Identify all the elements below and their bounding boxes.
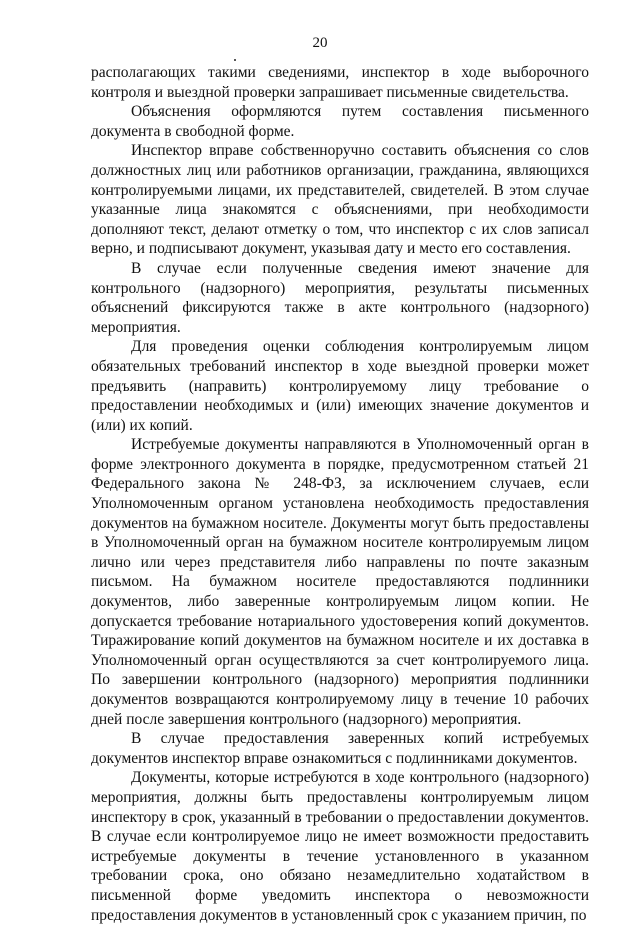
body-text [91, 63, 589, 925]
paragraph: Документы, которые истребуются в ходе контрольного (надзорного) мероприятия, должны быть предоставлены контролируемым лицом инспектору в срок, указанный в требовании о предоставлении документов. В случае если контролируемое лицо не имеет возможности предоставить истребуемые документы в течение установленного в указанном требовании срока, оно обязано незамедлительно ходатайством в письменной форме уведомить инспектора о невозможности предоставления документов в установленный срок с указанием причин, по [91, 769, 589, 924]
paragraph: располагающих такими сведениями, инспектор в ходе выборочного контроля и выездной проверки запрашивает письменные свидетельства. [91, 64, 589, 101]
paragraph: Истребуемые документы направляются в Уполномоченный орган в форме электронного документа в порядке, предусмотренном статьей 21 Федерального закона № 248-ФЗ, за исключением случаев, если Уполномоченным органом установлена необходимость предоставления документов на бумажном носителе. Документы могут быть предоставлены в Уполномоченный орган на бумажном носителе контролируемым лицом лично или через представителя либо направлены по почте заказным письмом. На бумажном носителе предоставляются подлинники документов, либо заверенные контролируемым лицом копии. Не допускается требование нотариального удостоверения копий документов. Тиражирование копий документов на бумажном носителе и их доставка в Уполномоченный орган осуществляются за счет контролируемого лица. По завершении контрольного (надзорного) мероприятия подлинники документов возвращаются контролируемому лицу в течение 10 рабочих дней после завершения контрольного (надзорного) мероприятия. [91, 436, 589, 728]
paragraph: В случае если полученные сведения имеют значение для контрольного (надзорного) мероприятия, результаты письменных объяснений фиксируются также в акте контрольного (надзорного) мероприятия. [91, 259, 589, 336]
paragraph: Инспектор вправе собственноручно составить объяснения со слов должностных лиц или работников организации, гражданина, являющихся контролируемыми лицами, их представителей, свидетелей. В этом случае указанные лица знакомятся с объяснениями, при необходимости дополняют текст, делают отметку о том, что инспектор с их слов записал верно, и подписывают документ, указывая дату и место его составления. [91, 142, 589, 258]
paragraph: В случае предоставления заверенных копий истребуемых документов инспектор вправе ознакомиться с подлинниками документов. [91, 730, 589, 767]
scan-speck [234, 59, 236, 61]
page-number: 20 [312, 35, 328, 51]
paragraph: Объяснения оформляются путем составления письменного документа в свободной форме. [91, 103, 589, 140]
paragraph: Для проведения оценки соблюдения контролируемым лицом обязательных требований инспектор в ходе выездной проверки может предъявить (направить) контролируемому лицу требование о предоставлении необходимых и (или) имеющих значение документов и (или) их копий. [91, 338, 589, 434]
